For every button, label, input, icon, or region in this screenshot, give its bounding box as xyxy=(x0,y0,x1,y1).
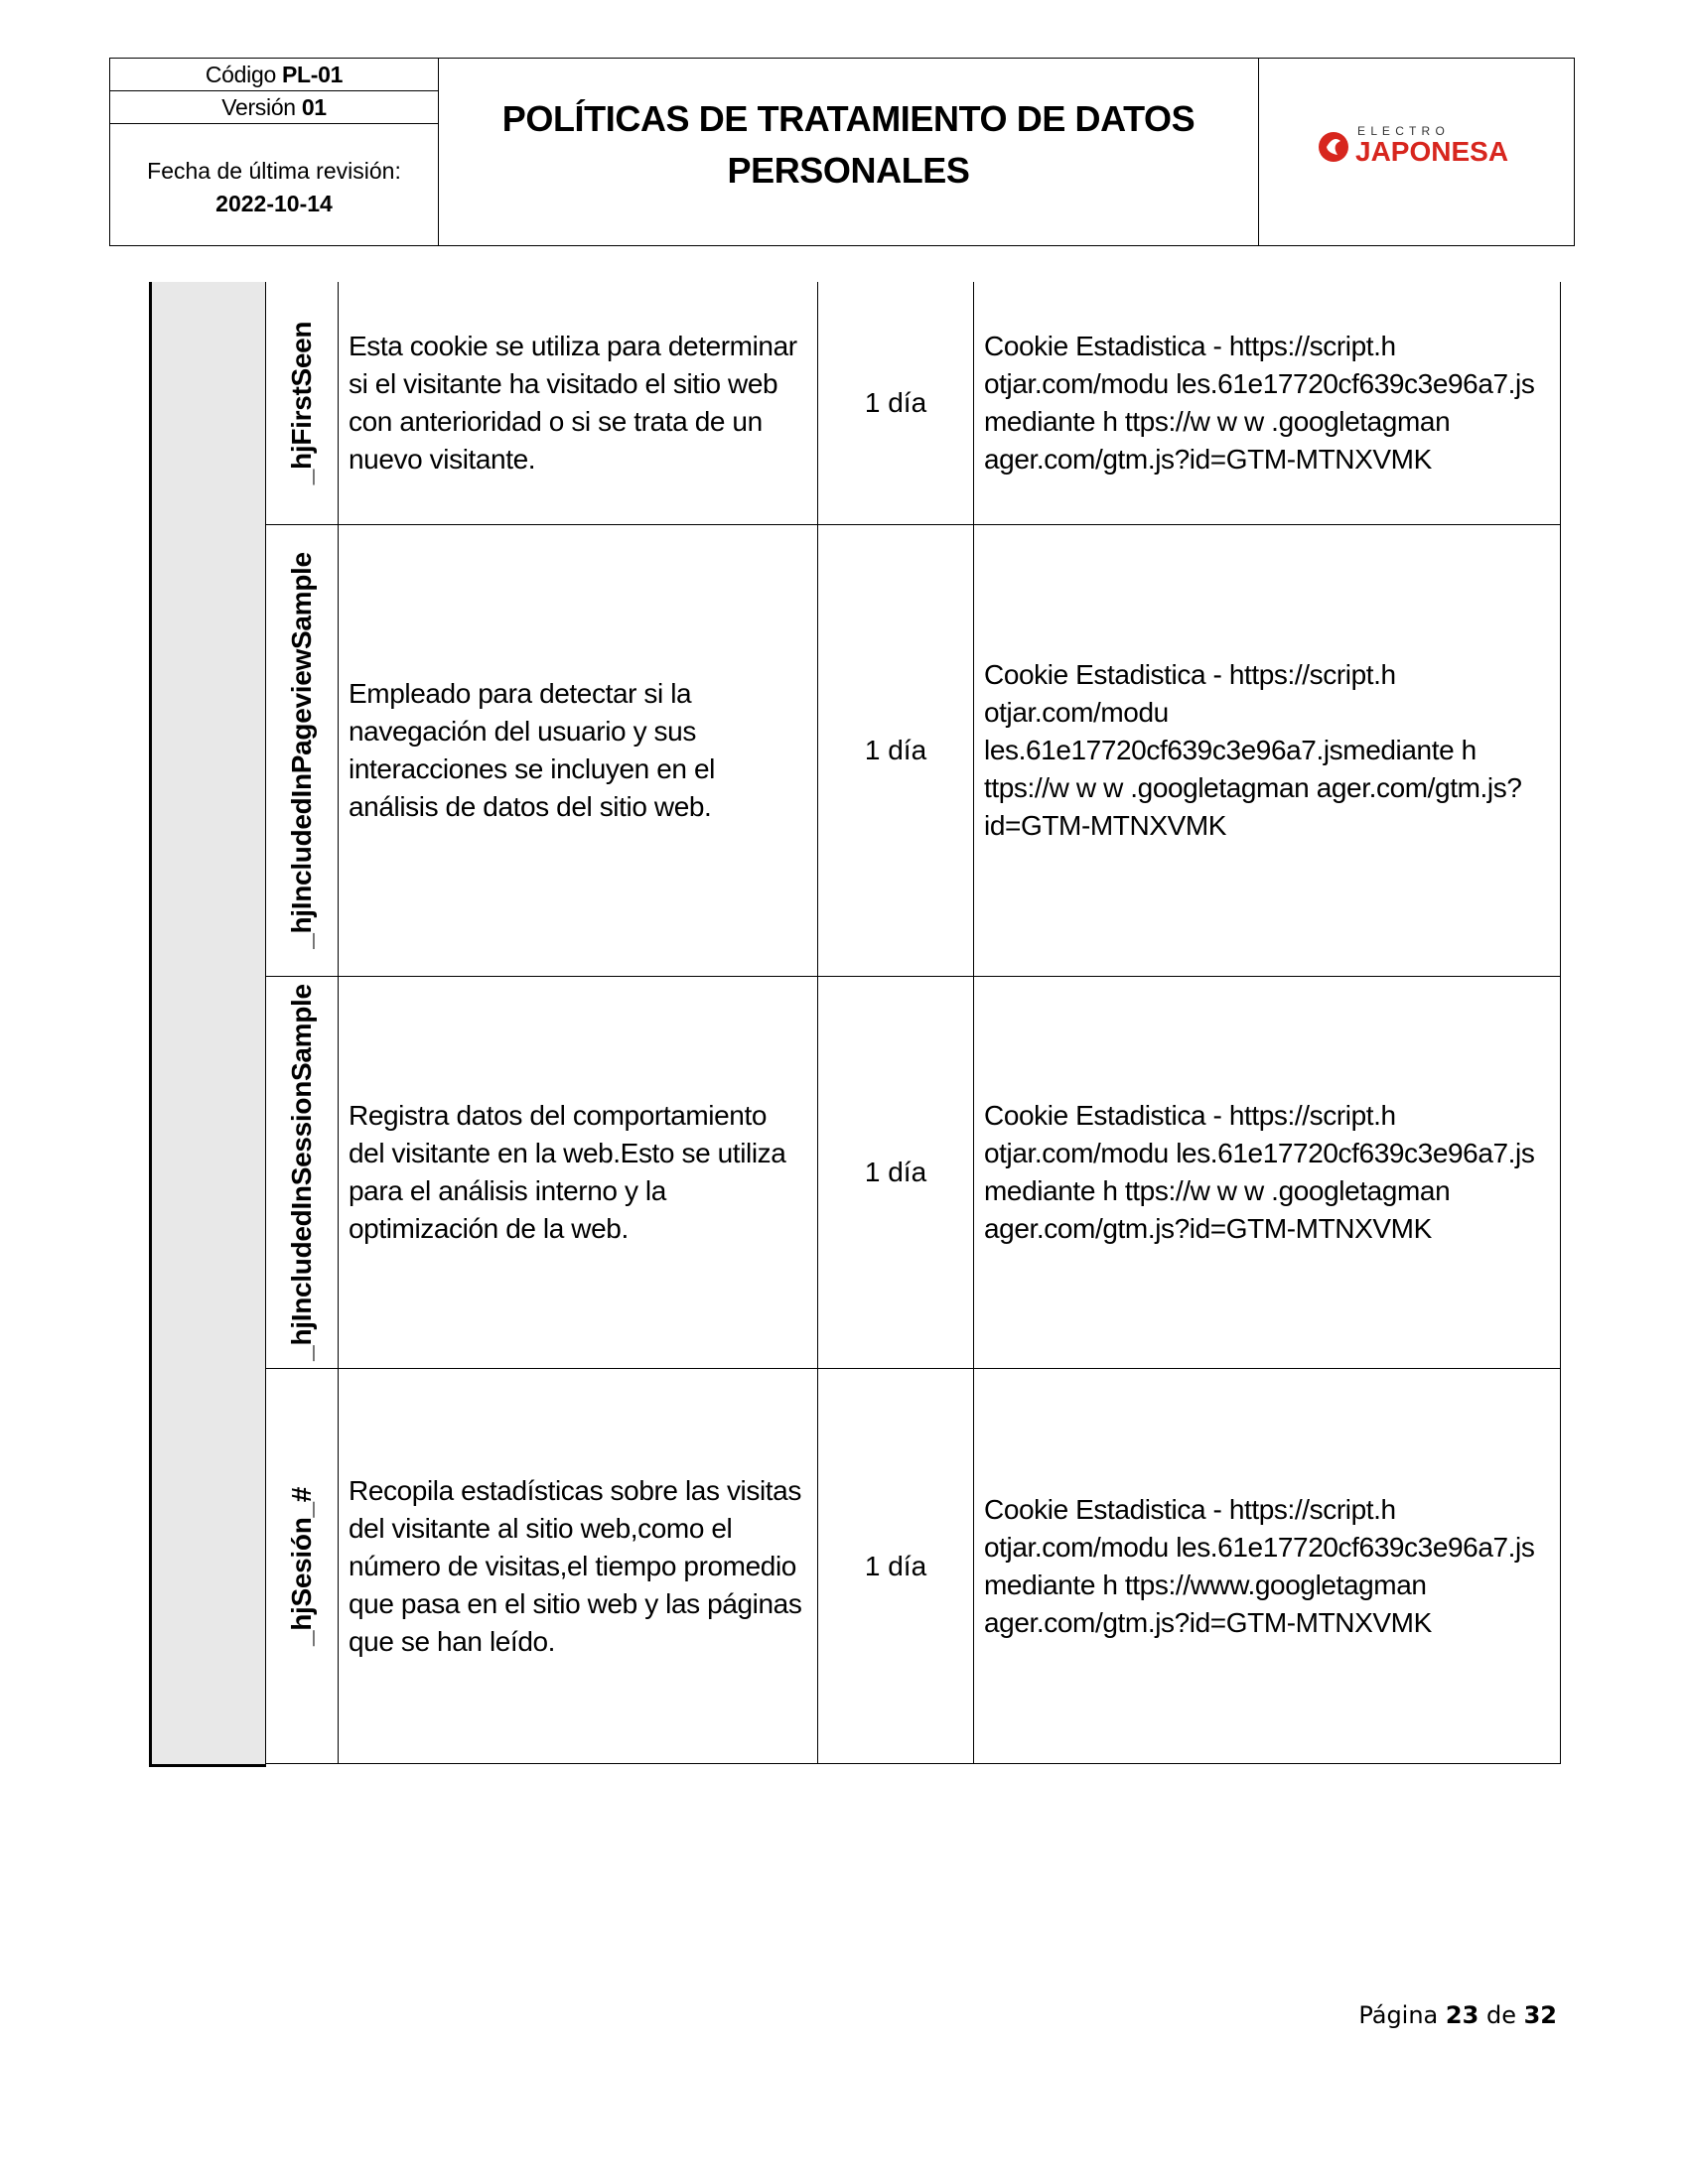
cookie-type-cell xyxy=(974,525,1561,976)
cookie-type: Cookie Estadistica - https://script.h otjar.com/modu les.61e17720cf639c3e96a7.jsmediante h ttps://w w w .googletagman ager.com/gtm.js?id=GTM-MTNXVMK xyxy=(984,659,1522,841)
cookie-table xyxy=(266,282,1561,1767)
code-label: Código xyxy=(205,61,276,87)
page-total: 32 xyxy=(1523,2001,1557,2029)
document-title xyxy=(439,59,1259,245)
cookie-type-cell xyxy=(974,1369,1561,1763)
cookie-duration: 1 día xyxy=(864,387,927,418)
company-logo xyxy=(1259,59,1574,245)
revision-label: Fecha de última revisión: xyxy=(147,158,401,184)
version-label: Versión xyxy=(221,93,296,120)
cookie-description-cell xyxy=(339,525,818,976)
title-line-1: POLÍTICAS DE TRATAMIENTO DE DATOS xyxy=(501,98,1196,139)
electro-japonesa-logo-icon xyxy=(1318,121,1516,165)
cookie-description: Registra datos del comportamiento del visitante en la web.Esto se utiliza para el análisis interno y la optimización de la web. xyxy=(349,1100,786,1244)
cookie-description-cell xyxy=(339,1369,818,1763)
cookie-type: Cookie Estadistica - https://script.h otjar.com/modu les.61e17720cf639c3e96a7.js mediante h ttps://w w w .googletagman ager.com/gtm.js?id=GTM-MTNXVMK xyxy=(984,1100,1535,1244)
cookie-type-cell xyxy=(974,977,1561,1368)
cookie-name: _hjIncludedInSessionSample xyxy=(286,984,317,1361)
cookie-duration-cell xyxy=(818,977,974,1368)
version-row xyxy=(110,91,438,124)
cookie-type: Cookie Estadistica - https://script.h otjar.com/modu les.61e17720cf639c3e96a7.js mediante h ttps://www.googletagman ager.com/gtm.js?id=GTM-MTNXVMK xyxy=(984,1493,1535,1638)
code-value: PL-01 xyxy=(281,61,344,87)
logo-main-text: JAPONESA xyxy=(1354,136,1508,165)
cookie-duration: 1 día xyxy=(864,735,927,765)
table-row xyxy=(266,977,1561,1369)
cookie-duration-cell xyxy=(818,525,974,976)
cookie-name: _hjSesión_# xyxy=(286,1486,317,1646)
cookie-description-cell xyxy=(339,977,818,1368)
cookie-description: Empleado para detectar si la navegación del usuario y sus interacciones se incluyen en el análisis de datos del sitio web. xyxy=(349,678,715,822)
cookie-description: Esta cookie se utiliza para determinar si el visitante ha visitado el sitio web con anterioridad o si se trata de un nuevo visitante. xyxy=(349,331,797,475)
page-number xyxy=(1358,2001,1557,2029)
cookie-type-cell xyxy=(974,282,1561,524)
cookie-duration: 1 día xyxy=(864,1550,927,1581)
cookie-type: Cookie Estadistica - https://script.h otjar.com/modu les.61e17720cf639c3e96a7.js mediante h ttps://w w w .googletagman ager.com/gtm.js?id=GTM-MTNXVMK xyxy=(984,331,1535,475)
cookie-duration-cell xyxy=(818,282,974,524)
logo-top-text: E L E C T R O xyxy=(1356,124,1446,138)
revision-date: 2022-10-14 xyxy=(215,191,333,216)
page-current: 23 xyxy=(1445,2001,1479,2029)
document-header xyxy=(109,58,1575,246)
cookie-description: Recopila estadísticas sobre las visitas del visitante al sitio web,como el número de visitas,el tiempo promedio que pasa en el sitio web y las páginas que se han leído. xyxy=(349,1474,802,1657)
cookie-description-cell xyxy=(339,282,818,524)
table-row xyxy=(266,1369,1561,1764)
revision-block xyxy=(110,124,438,245)
cookie-name-cell xyxy=(266,525,339,976)
cookie-name: _hjIncludedInPageviewSample xyxy=(286,552,317,949)
cookie-name-cell xyxy=(266,282,339,524)
version-value: 01 xyxy=(301,93,327,120)
cookie-name-cell xyxy=(266,1369,339,1763)
title-line-2: PERSONALES xyxy=(727,150,970,191)
cookie-duration-cell xyxy=(818,1369,974,1763)
header-meta xyxy=(110,59,439,245)
of-label: de xyxy=(1485,2001,1516,2029)
cookie-name: _hjFirstSeen xyxy=(286,321,317,485)
cookie-duration: 1 día xyxy=(864,1157,927,1187)
cookie-name-cell xyxy=(266,977,339,1368)
category-column xyxy=(149,282,266,1767)
page-label: Página xyxy=(1358,2001,1439,2029)
table-row xyxy=(266,525,1561,977)
code-row xyxy=(110,59,438,91)
table-row xyxy=(266,282,1561,525)
